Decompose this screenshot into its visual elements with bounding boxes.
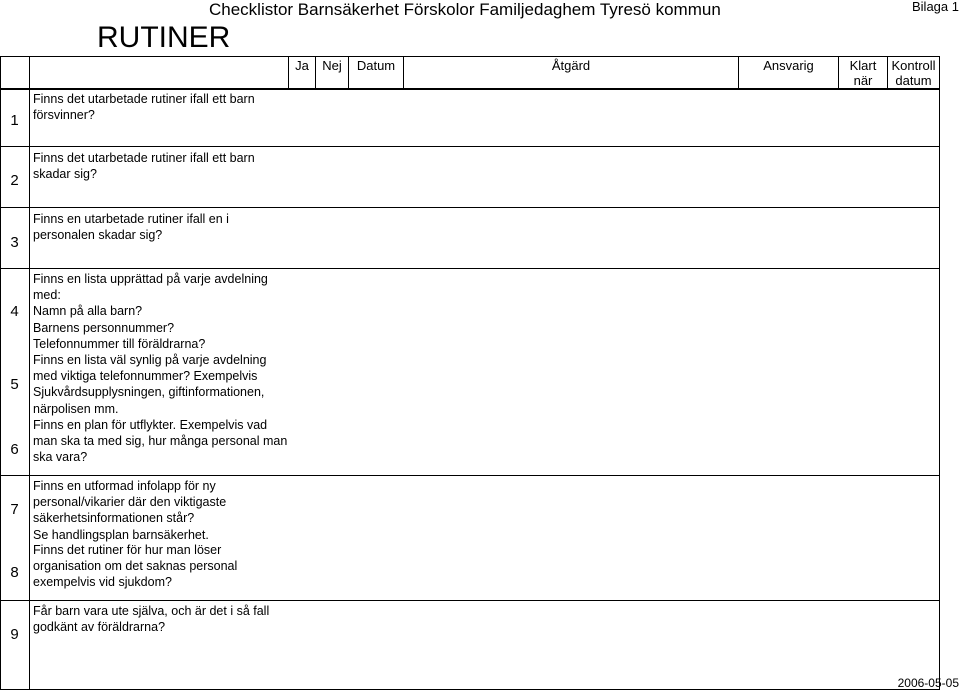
column-header-kontroll-line2: datum <box>895 73 932 88</box>
question-text <box>33 91 288 123</box>
checklist-title: Checklistor Barnsäkerhet Förskolor Familjedaghem Tyresö kommun <box>209 0 721 19</box>
question-line: exempelvis vid sjukdom? <box>33 575 172 590</box>
grid-line <box>0 268 940 269</box>
column-header-nej: Nej <box>322 58 342 73</box>
column-header-ja: Ja <box>295 58 309 73</box>
row-number: 7 <box>10 501 19 518</box>
question-line: personal/vikarier där den viktigaste <box>33 495 227 510</box>
question-line: Finns det rutiner för hur man löser <box>33 543 222 557</box>
grid-line <box>0 88 940 90</box>
column-header-ansvarig: Ansvarig <box>763 58 814 73</box>
question-line: närpolisen mm. <box>33 401 119 416</box>
row-number: 6 <box>10 441 19 458</box>
question-text <box>33 352 288 417</box>
column-header-datum: Datum <box>356 58 396 73</box>
footer-date: 2006-05-05 <box>897 676 959 690</box>
question-line: skadar sig? <box>33 167 97 182</box>
question-line: Finns det utarbetade rutiner ifall ett barn <box>33 151 255 165</box>
column-header-kontroll <box>888 58 939 88</box>
question-text <box>33 478 288 543</box>
column-header-atgard: Åtgärd <box>551 58 591 73</box>
grid-line <box>0 146 940 147</box>
question-text <box>33 211 288 243</box>
question-line: säkerhetsinformationen står? <box>33 511 195 526</box>
question-line: man ska ta med sig, hur många personal man <box>33 434 288 449</box>
column-header-klart <box>839 58 887 88</box>
grid-line <box>0 56 940 57</box>
question-text <box>33 150 288 182</box>
question-line: Namn på alla barn? <box>33 304 143 319</box>
question-line: Telefonnummer till föräldrarna? <box>33 336 206 351</box>
row-number: 9 <box>10 626 19 643</box>
question-text <box>33 603 288 635</box>
question-line: Får barn vara ute själva, och är det i så fall <box>33 604 270 618</box>
row-number: 1 <box>10 112 19 129</box>
attachment-label: Bilaga 1 <box>912 0 959 14</box>
grid-line <box>939 56 940 690</box>
question-line: Finns en plan för utflykter. Exempelvis vad <box>33 418 268 432</box>
question-line: Sjukvårdsupplysningen, giftinformationen, <box>33 385 265 400</box>
question-line: försvinner? <box>33 108 95 123</box>
question-line: Finns en utformad infolapp för ny <box>33 479 216 493</box>
question-line: personalen skadar sig? <box>33 228 163 243</box>
row-number: 3 <box>10 234 19 251</box>
question-line: Finns en utarbetade rutiner ifall en i <box>33 212 229 226</box>
grid-line <box>0 600 940 601</box>
row-number: 5 <box>10 376 19 393</box>
question-text <box>33 271 288 352</box>
question-line: Finns en lista upprättad på varje avdelning <box>33 272 268 286</box>
column-header-klart-line1: Klart <box>849 58 877 73</box>
question-line: Finns det utarbetade rutiner ifall ett barn <box>33 92 255 106</box>
column-header-klart-line2: när <box>853 73 873 88</box>
grid-line <box>29 56 30 690</box>
page-title: RUTINER <box>97 21 231 54</box>
question-line: med: <box>33 288 61 303</box>
grid-line <box>0 475 940 476</box>
question-line: med viktiga telefonnummer? Exempelvis <box>33 369 258 384</box>
grid-line <box>0 56 1 690</box>
question-line: Finns en lista väl synlig på varje avdelning <box>33 353 267 367</box>
question-line: organisation om det saknas personal <box>33 559 238 574</box>
question-text <box>33 542 288 591</box>
question-line: Barnens personnummer? <box>33 320 175 335</box>
question-text <box>33 417 288 466</box>
row-number: 8 <box>10 564 19 581</box>
column-header-kontroll-line1: Kontroll <box>891 58 936 73</box>
row-number: 2 <box>10 172 19 189</box>
grid-line <box>0 207 940 208</box>
question-line: Se handlingsplan barnsäkerhet. <box>33 527 209 542</box>
question-line: godkänt av föräldrarna? <box>33 620 166 635</box>
row-number: 4 <box>10 303 19 320</box>
question-line: ska vara? <box>33 450 88 465</box>
